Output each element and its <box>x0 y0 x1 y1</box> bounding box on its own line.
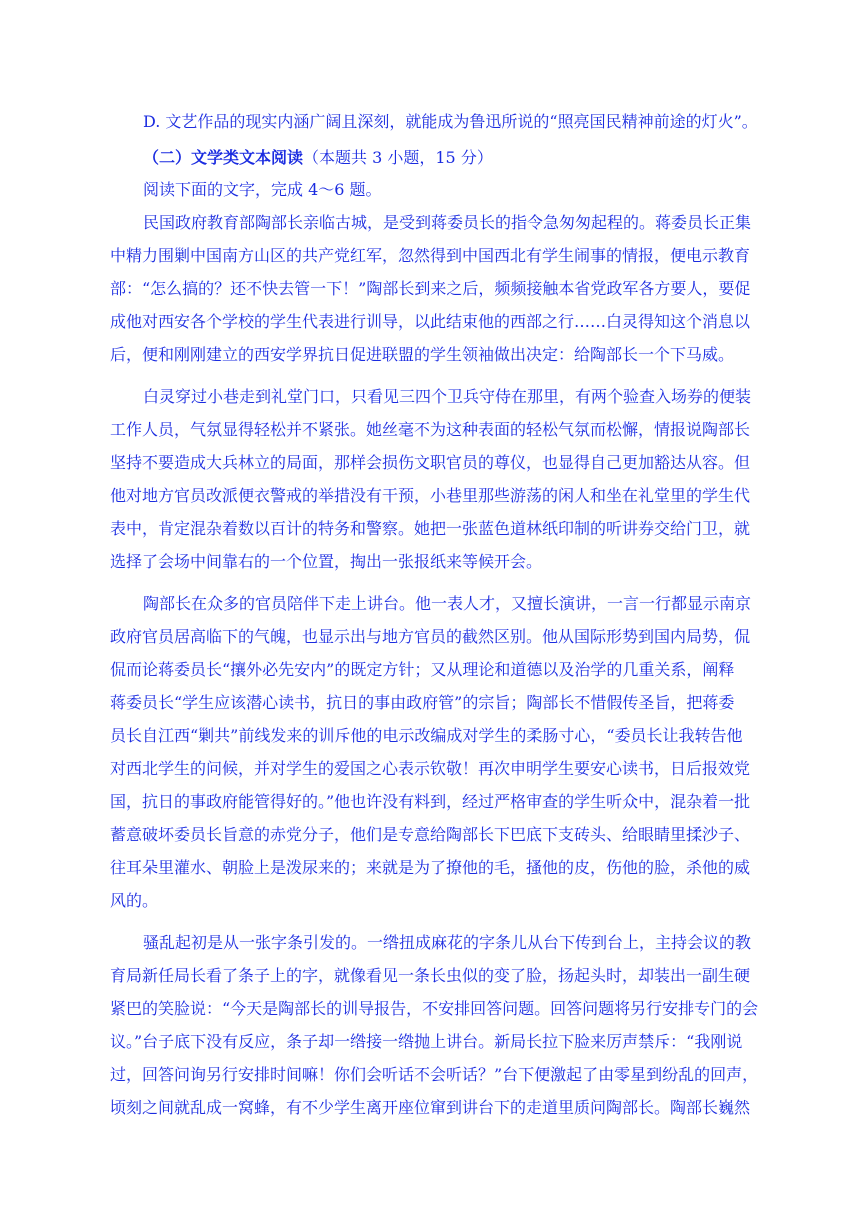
paragraph-line: 国，抗日的事政府能管得好的。”他也许没有料到，经过严格审查的学生听众中，混杂着一批 <box>110 792 751 811</box>
reading-instruction: 阅读下面的文字，完成 4～6 题。 <box>143 180 382 199</box>
paragraph-line: 对西北学生的问候，并对学生的爱国之心表示钦敬！再次申明学生要安心读书，日后报效党 <box>110 759 751 778</box>
paragraph-line: 骚乱起初是从一张字条引发的。一绺扭成麻花的字条儿从台下传到台上，主持会议的教 <box>143 933 752 952</box>
paragraph-line: 中精力围剿中国南方山区的共产党红军，忽然得到中国西北有学生闹事的情报，便电示教育 <box>110 246 751 265</box>
paragraph-line: 蓄意破坏委员长旨意的赤党分子，他们是专意给陶部长下巴底下支砖头、给眼睛里揉沙子、 <box>110 825 751 844</box>
paragraph-line: 政府官员居高临下的气魄，也显示出与地方官员的截然区别。他从国际形势到国内局势，侃 <box>110 627 751 646</box>
paragraph-line: 后，便和刚刚建立的西安学界抗日促进联盟的学生领袖做出决定：给陶部长一个下马威。 <box>110 345 735 364</box>
paragraph-line: 工作人员，气氛显得轻松并不紧张。她丝毫不为这种表面的轻松气氛而松懈，情报说陶部长 <box>110 420 751 439</box>
paragraph-line: 坚持不要造成大兵林立的局面，那样会损伤文职官员的尊仪，也显得自己更加豁达从容。但 <box>110 453 751 472</box>
paragraph-line: 顷刻之间就乱成一窝蜂，有不少学生离开座位窜到讲台下的走道里质问陶部长。陶部长巍然 <box>110 1098 751 1117</box>
section-note: （本题共 3 小题，15 分） <box>303 148 493 167</box>
paragraph-line: 蒋委员长“学生应该潜心读书，抗日的事由政府管”的宗旨；陶部长不惜假传圣旨，把蒋委 <box>110 693 735 712</box>
paragraph-line: 白灵穿过小巷走到礼堂门口，只看见三四个卫兵守侍在那里，有两个验查入场券的便装 <box>143 387 752 406</box>
paragraph-line: 表中，肯定混杂着数以百计的特务和警察。她把一张蓝色道林纸印制的听讲券交给门卫，就 <box>110 519 751 538</box>
paragraph-line: 他对地方官员改派便衣警戒的举措没有干预，小巷里那些游荡的闲人和坐在礼堂里的学生代 <box>110 486 751 505</box>
paragraph-line: 议。”台子底下没有反应，条子却一绺接一绺抛上讲台。新局长拉下脸来厉声禁斥：“我刚说 <box>110 1032 743 1051</box>
paragraph-line: 选择了会场中间靠右的一个位置，掏出一张报纸来等候开会。 <box>110 552 543 571</box>
paragraph-line: 民国政府教育部陶部长亲临古城，是受到蒋委员长的指令急匆匆起程的。蒋委员长正集 <box>143 213 752 232</box>
paragraph-line: 员长自江西“剿共”前线发来的训斥他的电示改编成对学生的柔肠寸心，“委员长让我转告他 <box>110 726 743 745</box>
section-title: （二）文学类文本阅读 <box>143 148 304 167</box>
paragraph-line: 往耳朵里灌水、朝脸上是泼尿来的；来就是为了撩他的毛，搔他的皮，伤他的脸，杀他的威 <box>110 858 751 877</box>
paragraph-line: 侃而论蒋委员长“攘外必先安内”的既定方针；又从理论和道德以及治学的几重关系，阐释 <box>110 660 735 679</box>
paragraph-line: 紧巴的笑脸说：“今天是陶部长的训导报告，不安排回答问题。回答问题将另行安排专门的会 <box>110 999 759 1018</box>
option-d-text: D. 文艺作品的现实内涵广阔且深刻，就能成为鲁迅所说的“照亮国民精神前途的灯火”。 <box>143 112 758 131</box>
paragraph-line: 育局新任局长看了条子上的字，就像看见一条长虫似的变了脸，扬起头时，却装出一副生硬 <box>110 966 751 985</box>
paragraph-line: 部：“怎么搞的？还不快去管一下！”陶部长到来之后，频频接触本省党政军各方要人，要促 <box>110 279 751 298</box>
section-heading <box>143 148 493 168</box>
paragraph-line: 风的。 <box>110 891 159 910</box>
paragraph-line: 陶部长在众多的官员陪伴下走上讲台。他一表人才，又擅长演讲，一言一行都显示南京 <box>143 594 752 613</box>
paragraph-line: 过，回答问询另行安排时间嘛！你们会听话不会听话？”台下便激起了由零星到纷乱的回声， <box>110 1065 759 1084</box>
paragraph-line: 成他对西安各个学校的学生代表进行训导，以此结束他的西部之行……白灵得知这个消息以 <box>110 312 751 331</box>
